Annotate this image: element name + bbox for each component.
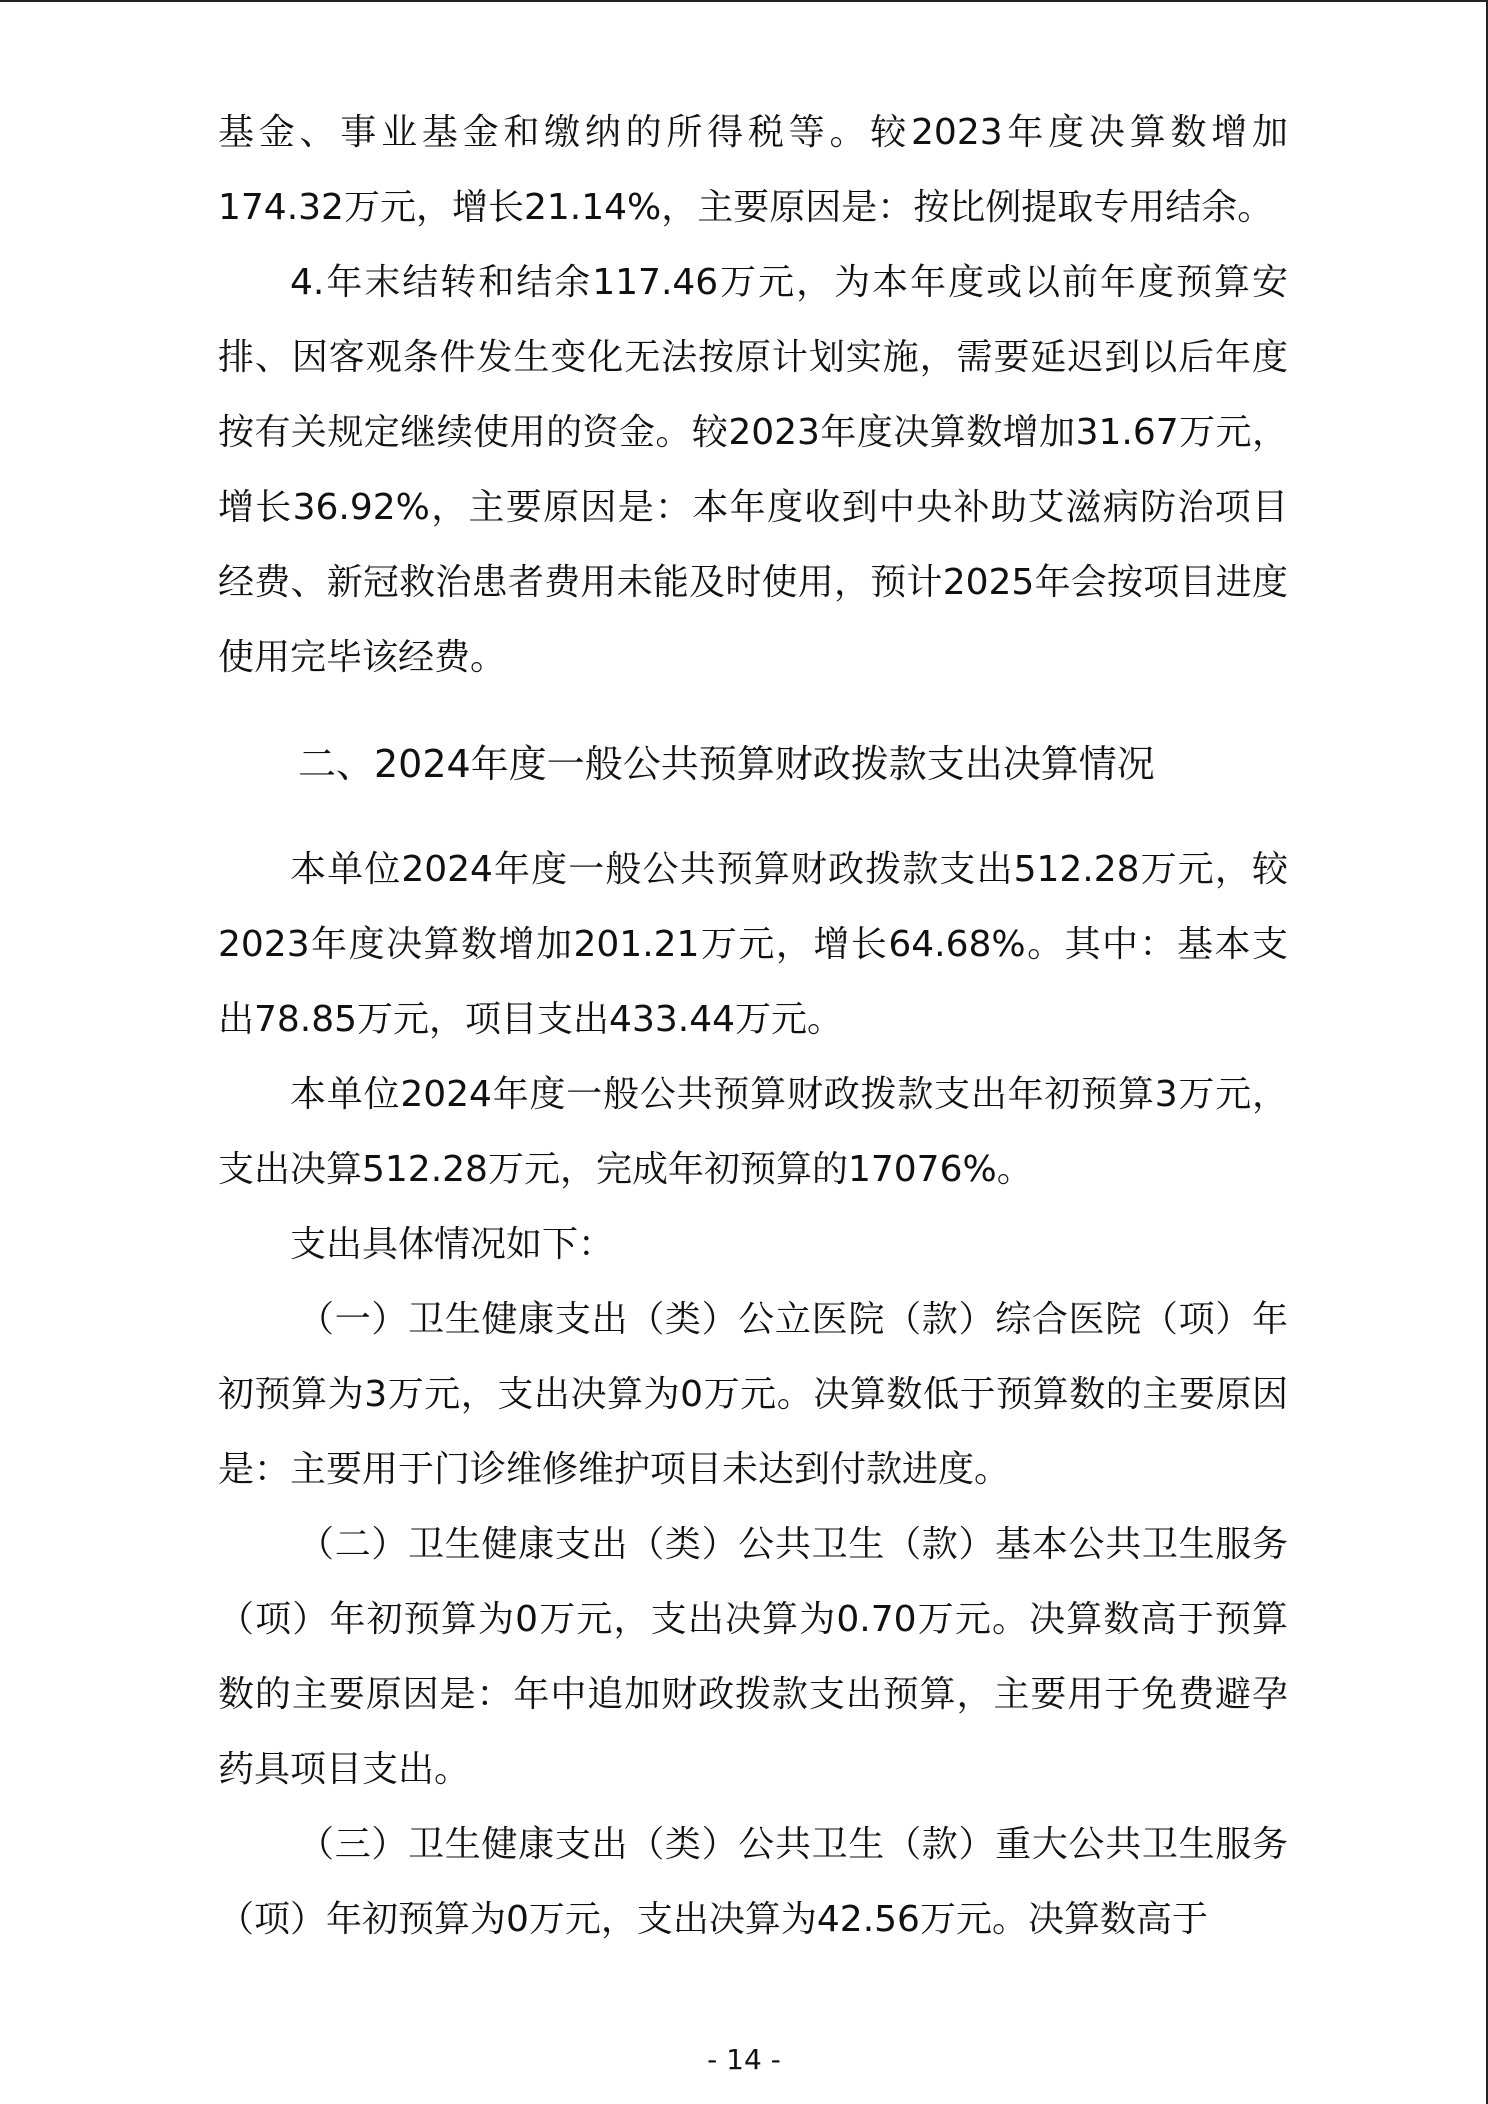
paragraph-item-3: （三）卫生健康支出（类）公共卫生（款）重大公共卫生服务（项）年初预算为0万元，支出决算为42.56万元。决算数高于 — [218, 1824, 1288, 1940]
paragraph-expenditure-total: 本单位2024年度一般公共预算财政拨款支出512.28万元，较2023年度决算数增加201.21万元，增长64.68%。其中：基本支出78.85万元，项目支出433.44万元。 — [218, 849, 1288, 1040]
paragraph-fund-summary: 基金、事业基金和缴纳的所得税等。较2023年度决算数增加174.32万元，增长21.14%，主要原因是：按比例提取专用结余。 — [218, 112, 1288, 228]
paragraph-item-1: （一）卫生健康支出（类）公立医院（款）综合医院（项）年初预算为3万元，支出决算为0万元。决算数低于预算数的主要原因是：主要用于门诊维修维护项目未达到付款进度。 — [218, 1299, 1288, 1490]
page-number: - 14 - — [707, 2043, 781, 2076]
document-body — [218, 95, 1288, 1957]
paragraph-budget-completion: 本单位2024年度一般公共预算财政拨款支出年初预算3万元，支出决算512.28万元，完成年初预算的17076%。 — [218, 1074, 1288, 1190]
paragraph-item-2: （二）卫生健康支出（类）公共卫生（款）基本公共卫生服务（项）年初预算为0万元，支出决算为0.70万元。决算数高于预算数的主要原因是：年中追加财政拨款支出预算，主要用于免费避孕药具项目支出。 — [218, 1524, 1288, 1790]
section-heading: 二、2024年度一般公共预算财政拨款支出决算情况 — [298, 742, 1155, 786]
paragraph-carryover-balance: 4.年末结转和结余117.46万元，为本年度或以前年度预算安排、因客观条件发生变化无法按原计划实施，需要延迟到以后年度按有关规定继续使用的资金。较2023年度决算数增加31.67万元，增长36.92%，主要原因是：本年度收到中央补助艾滋病防治项目经费、新冠救治患者费用未能及时使用，预计2025年会按项目进度使用完毕该经费。 — [218, 262, 1288, 678]
paragraph-details-intro: 支出具体情况如下： — [290, 1224, 615, 1265]
